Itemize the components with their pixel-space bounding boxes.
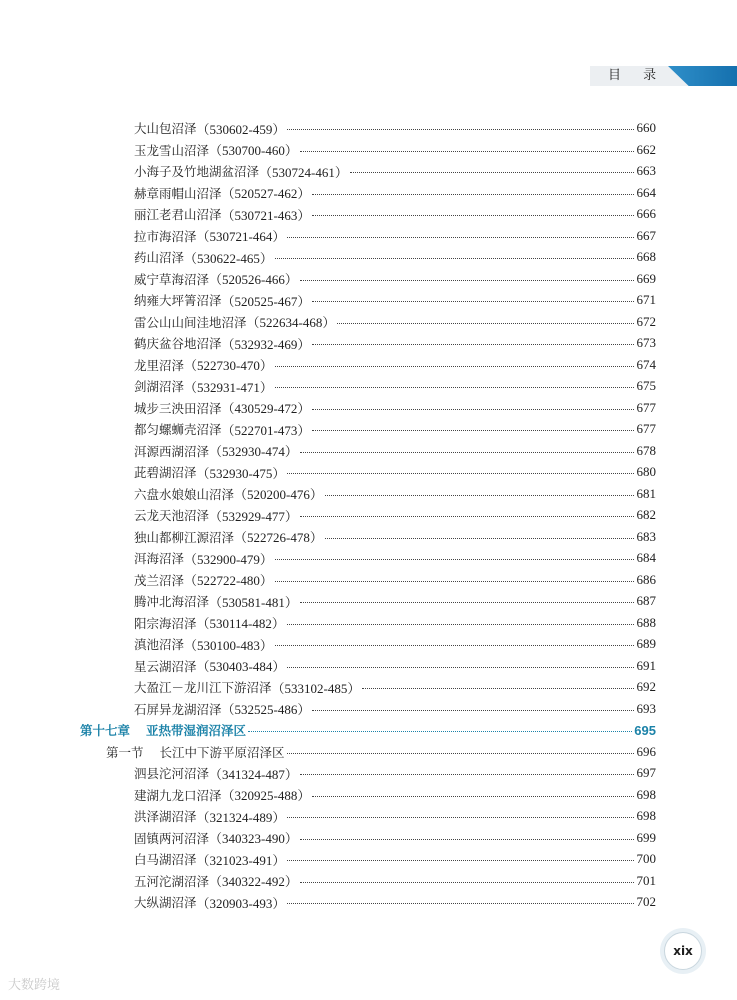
entry-page: 668 (636, 249, 656, 264)
dot-leader (312, 343, 634, 345)
toc-entry (134, 570, 656, 590)
entry-name: 城步三泱田沼泽 (134, 400, 222, 416)
entry-page: 682 (636, 507, 656, 522)
entry-page: 674 (636, 356, 656, 372)
entry-code: （530602-459） (196, 121, 286, 137)
entry-code: （430529-472） (221, 401, 311, 416)
entry-code: （341324-487） (209, 766, 298, 782)
entry-code: （532931-471） (184, 379, 273, 395)
entry-code: （520527-462） (221, 186, 311, 201)
entry-code: （532930-474） (209, 444, 298, 459)
entry-code: （532900-479） (184, 551, 273, 567)
dot-leader (287, 472, 634, 474)
entry-code: （530114-482） (196, 616, 285, 631)
dot-leader (312, 709, 634, 711)
entry-page: 681 (636, 485, 656, 501)
entry-page: 688 (636, 614, 656, 630)
toc-entry (134, 183, 656, 203)
entry-page: 691 (636, 657, 656, 673)
entry-page: 692 (636, 679, 656, 694)
toc-entry (134, 591, 656, 611)
entry-name: 五河沱湖沼泽 (134, 873, 210, 889)
entry-page: 686 (636, 571, 656, 587)
entry-code: （530581-481） (209, 594, 298, 610)
dot-leader (312, 429, 634, 431)
entry-code: （530721-463） (221, 207, 311, 223)
toc-entry (134, 333, 656, 353)
toc-entry (134, 441, 656, 461)
toc-entry (134, 290, 656, 310)
toc-entry (134, 505, 656, 525)
entry-code: （522722-480） (184, 573, 273, 588)
dot-leader (287, 128, 634, 130)
chapter-heading (80, 720, 656, 740)
entry-code: （530724-461） (259, 164, 348, 180)
dot-leader (337, 322, 634, 324)
entry-code: （522726-478） (234, 530, 323, 545)
dot-leader (287, 902, 634, 904)
toc-entry (134, 763, 656, 783)
toc-entry (134, 247, 656, 267)
entry-name: 腾冲北海沼泽 (134, 594, 210, 609)
entry-page: 698 (636, 808, 656, 823)
entry-page: 693 (636, 700, 656, 716)
entry-name: 拉市海沼泽 (134, 228, 197, 244)
header-title: 目 录 (608, 68, 666, 83)
entry-code: （520526-466） (209, 272, 298, 287)
entry-name: 茈碧湖沼泽 (134, 465, 197, 480)
entry-name: 剑湖沼泽 (134, 379, 185, 394)
toc-entry (134, 419, 656, 439)
dot-leader (275, 644, 634, 646)
dot-leader (248, 730, 632, 732)
entry-name: 纳雍大坪箐沼泽 (134, 293, 222, 308)
entry-name: 石屏异龙湖沼泽 (134, 701, 222, 717)
dot-leader (300, 451, 634, 453)
entry-page: 683 (636, 528, 656, 544)
toc-entry (134, 527, 656, 547)
entry-code: （522730-470） (184, 358, 273, 373)
entry-name: 雷公山山间洼地沼泽 (134, 314, 247, 330)
toc-entry (134, 398, 656, 418)
dot-leader (287, 623, 634, 625)
entry-name: 建湖九龙口沼泽 (134, 787, 222, 803)
entry-page: 662 (636, 141, 656, 157)
entry-code: （320903-493） (196, 895, 286, 911)
entry-name: 泗县沱河沼泽 (134, 766, 210, 781)
chapter-label: 第十七章 (80, 723, 131, 738)
entry-page: 697 (636, 765, 656, 780)
entry-name: 鹤庆盆谷地沼泽 (134, 336, 222, 351)
entry-name: 云龙天池沼泽 (134, 508, 210, 523)
toc-entry (134, 699, 656, 719)
toc-entry (134, 312, 656, 332)
entry-page: 672 (636, 313, 656, 329)
dot-leader (275, 386, 634, 388)
entry-code: （522634-468） (246, 315, 336, 330)
entry-code: （321023-491） (196, 852, 286, 868)
entry-page: 666 (636, 206, 656, 221)
entry-code: （532932-469） (221, 336, 311, 352)
entry-code: （340322-492） (209, 874, 298, 889)
dot-leader (287, 859, 634, 861)
dot-leader (275, 580, 634, 582)
toc-entry (134, 484, 656, 504)
entry-page: 664 (636, 184, 656, 200)
dot-leader (312, 193, 634, 195)
toc-entry (134, 118, 656, 138)
entry-page: 678 (636, 442, 656, 458)
dot-leader (287, 816, 634, 818)
entry-code: （532930-475） (196, 465, 286, 481)
dot-leader (312, 408, 634, 410)
entry-page: 687 (636, 593, 656, 608)
dot-leader (300, 279, 634, 281)
toc-entry (134, 871, 656, 891)
entry-page: 669 (636, 270, 656, 286)
entry-page: 677 (636, 399, 656, 415)
entry-name: 阳宗海沼泽 (134, 615, 197, 631)
toc-entry (134, 785, 656, 805)
toc-entry (134, 161, 656, 181)
toc-entry (134, 849, 656, 869)
toc-entry (134, 828, 656, 848)
entry-name: 小海子及竹地湖盆沼泽 (134, 164, 260, 179)
entry-name: 龙里沼泽 (134, 357, 185, 373)
entry-name: 独山都柳江源沼泽 (134, 529, 235, 545)
toc-entry (134, 204, 656, 224)
entry-code: （340323-490） (209, 831, 298, 846)
entry-page: 700 (636, 851, 656, 866)
dot-leader (362, 687, 634, 689)
entry-page: 689 (636, 636, 656, 651)
dot-leader (275, 365, 634, 367)
entry-name: 都匀螺蛳壳沼泽 (134, 422, 222, 437)
dot-leader (300, 601, 634, 603)
entry-code: （520200-476） (234, 487, 323, 502)
entry-page: 677 (636, 421, 656, 436)
entry-name: 固镇两河沼泽 (134, 830, 210, 846)
entry-name: 茂兰沼泽 (134, 572, 185, 588)
dot-leader (312, 214, 634, 216)
entry-code: （530721-464） (196, 229, 286, 244)
toc-entry (134, 462, 656, 482)
entry-code: （532929-477） (209, 508, 298, 524)
entry-page: 673 (636, 335, 656, 350)
entry-code: （530100-483） (184, 637, 273, 653)
dot-leader (300, 881, 634, 883)
entry-page: 671 (636, 292, 656, 307)
entry-page: 699 (636, 829, 656, 845)
dot-leader (275, 558, 634, 560)
entry-name: 洪泽湖沼泽 (134, 809, 197, 824)
entry-page: 660 (636, 120, 656, 135)
dot-leader (312, 795, 634, 797)
entry-name: 洱海沼泽 (134, 551, 185, 566)
toc-entry (134, 355, 656, 375)
toc-entry (134, 140, 656, 160)
section-label: 第一节 (106, 744, 144, 760)
entry-name: 星云湖沼泽 (134, 658, 197, 674)
toc-entry (134, 806, 656, 826)
entry-code: （520525-467） (221, 293, 311, 309)
entry-name: 大纵湖沼泽 (134, 895, 197, 910)
entry-page: 701 (636, 872, 656, 888)
entry-name: 大山包沼泽 (134, 121, 197, 136)
chapter-title: 亚热带湿润沼泽区 (146, 723, 247, 738)
chapter-page: 695 (634, 722, 656, 738)
entry-page: 680 (636, 464, 656, 479)
entry-code: （530403-484） (196, 659, 286, 674)
entry-page: 698 (636, 786, 656, 802)
entry-page: 684 (636, 550, 656, 565)
entry-name: 赫章雨帽山沼泽 (134, 185, 222, 201)
entry-code: （530700-460） (209, 143, 298, 158)
toc-entry (134, 613, 656, 633)
dot-leader (325, 537, 634, 539)
entry-name: 六盘水娘娘山沼泽 (134, 486, 235, 502)
dot-leader (325, 494, 634, 496)
dot-leader (350, 171, 634, 173)
section-page: 696 (636, 743, 656, 759)
dot-leader (287, 666, 634, 668)
dot-leader (300, 150, 634, 152)
toc-entry (134, 677, 656, 697)
entry-name: 丽江老君山沼泽 (134, 207, 222, 222)
dot-leader (312, 300, 634, 302)
watermark: 大数跨境 (8, 978, 61, 993)
entry-page: 675 (636, 378, 656, 393)
toc-entry (134, 634, 656, 654)
toc-entry (134, 892, 656, 912)
toc-entry (134, 548, 656, 568)
entry-code: （321324-489） (196, 809, 286, 825)
entry-page: 667 (636, 227, 656, 243)
dot-leader (287, 752, 634, 754)
toc-entry (134, 376, 656, 396)
entry-name: 白马湖沼泽 (134, 852, 197, 867)
entry-page: 663 (636, 163, 656, 178)
entry-code: （522701-473） (221, 422, 311, 438)
entry-code: （533102-485） (271, 680, 361, 696)
toc-entry (134, 226, 656, 246)
entry-name: 大盈江－龙川江下游沼泽 (134, 680, 272, 695)
dot-leader (287, 236, 634, 238)
entry-code: （530622-465） (184, 250, 273, 266)
page-number: xix (664, 932, 702, 970)
entry-name: 玉龙雪山沼泽 (134, 142, 210, 158)
entry-code: （532525-486） (221, 702, 311, 717)
entry-name: 药山沼泽 (134, 250, 185, 265)
entry-code: （320925-488） (221, 788, 311, 803)
toc-entry (134, 269, 656, 289)
section-title: 长江中下游平原沼泽区 (159, 744, 285, 760)
entry-name: 滇池沼泽 (134, 637, 185, 652)
toc-entry (134, 656, 656, 676)
dot-leader (275, 257, 634, 259)
entry-page: 702 (636, 894, 656, 909)
dot-leader (300, 515, 634, 517)
section-heading (106, 742, 656, 762)
dot-leader (300, 838, 634, 840)
dot-leader (300, 773, 634, 775)
entry-name: 洱源西湖沼泽 (134, 443, 210, 459)
entry-name: 威宁草海沼泽 (134, 271, 210, 287)
